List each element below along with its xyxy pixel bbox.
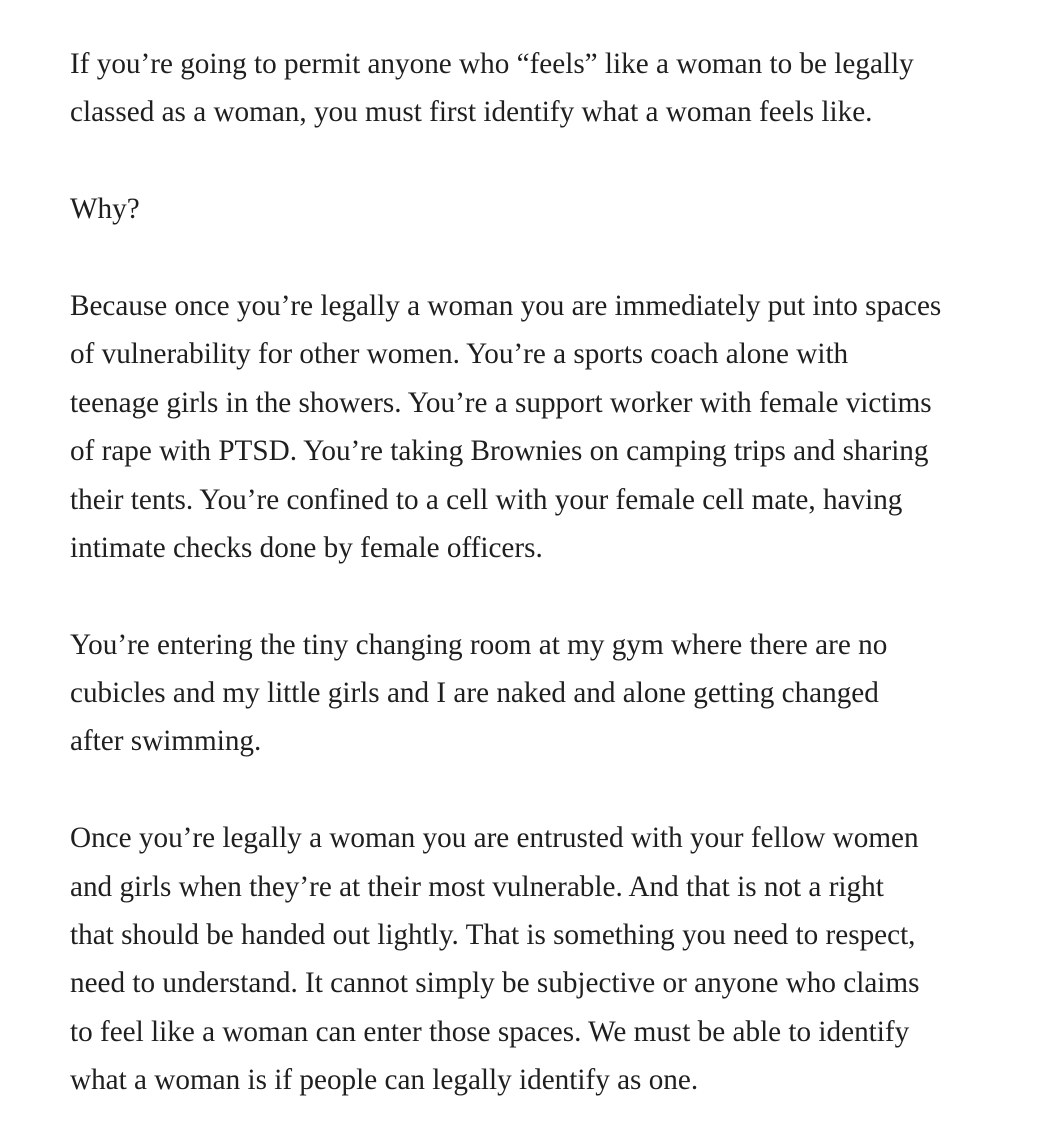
text-line: their tents. You’re confined to a cell with your female cell mate, having (70, 483, 903, 516)
text-line: Because once you’re legally a woman you are immediately put into spaces (70, 289, 942, 322)
paragraph-spacer (70, 766, 1030, 814)
paragraph-4 (70, 621, 1030, 766)
paragraph-spacer (70, 137, 1030, 185)
paragraph-1 (70, 40, 1030, 137)
text-line: intimate checks done by female officers. (70, 531, 543, 564)
text-line: of rape with PTSD. You’re taking Brownies on camping trips and sharing (70, 435, 929, 468)
text-line: classed as a woman, you must first identify what a woman feels like. (70, 96, 873, 129)
paragraph-3 (70, 282, 1030, 572)
paragraph-spacer (70, 572, 1030, 620)
text-line: need to understand. It cannot simply be subjective or anyone who claims (70, 967, 920, 1000)
text-line: You’re entering the tiny changing room at my gym where there are no (70, 628, 888, 661)
paragraph-spacer (70, 234, 1030, 282)
text-line: Why? (70, 193, 140, 226)
text-line: that should be handed out lightly. That is something you need to respect, (70, 919, 916, 952)
text-line: Once you’re legally a woman you are entrusted with your fellow women (70, 822, 919, 855)
text-line: to feel like a woman can enter those spaces. We must be able to identify (70, 1015, 910, 1048)
text-line: teenage girls in the showers. You’re a support worker with female victims (70, 386, 932, 419)
text-line: cubicles and my little girls and I are naked and alone getting changed (70, 677, 879, 710)
text-line: after swimming. (70, 725, 262, 758)
text-line: and girls when they’re at their most vulnerable. And that is not a right (70, 870, 884, 903)
paragraph-5 (70, 814, 1030, 1104)
paragraph-2 (70, 185, 1030, 233)
article-body (70, 40, 1030, 1105)
text-line: what a woman is if people can legally identify as one. (70, 1064, 699, 1097)
text-line: If you’re going to permit anyone who “feels” like a woman to be legally (70, 48, 914, 80)
text-line: of vulnerability for other women. You’re a sports coach alone with (70, 338, 849, 371)
